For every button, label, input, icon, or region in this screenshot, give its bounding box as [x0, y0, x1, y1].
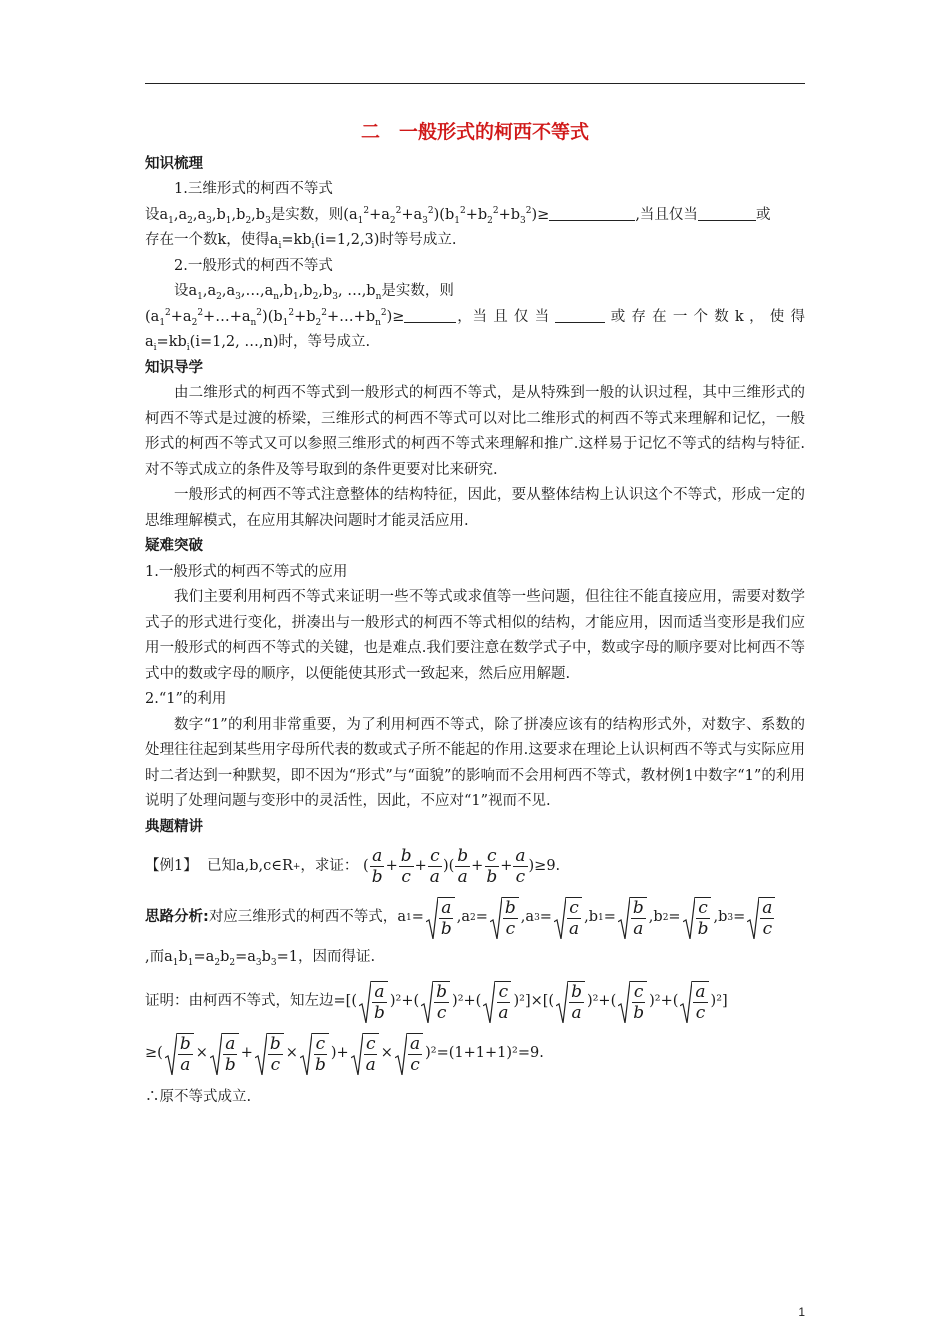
general-statement: 设$a_1,a_2,a_3,\dots,a_n,b_1,b_2,b_3$, $\dots,b_n$是实数，则: [174, 283, 454, 302]
radical: $\frac{c}{b}$: [683, 897, 712, 939]
fraction: $\frac{c}{a}$: [429, 846, 440, 887]
paragraph: 一般形式的柯西不等式注意整体的结构特征，因此，要从整体结构上认识这个不等式，形成一定的思维理解模式，在应用其解决问题时才能灵活应用.: [145, 487, 805, 529]
three-dim-statement: 设$a_1,a_2,a_3,b_1,b_2,b_3$是实数，则$(a_1^2+a_2^2+a_3^2)(b_1^2+b_2^2+b_3^2)\ge$ ,当且仅当 或: [145, 205, 771, 226]
fill-blank[interactable]: [555, 308, 605, 323]
radical: $\frac{c}{a}$: [483, 981, 511, 1023]
paragraph: 数字“1”的利用非常重要，为了利用柯西不等式，除了拼凑应该有的结构形式外，对数字、系数的处理往往起到某些用字母所代表的数或式子所不能起的作用.这要求在理论上认识柯西不等式与实际应用时二者达到一种默契，即不因为“形式”与“面貌”的影响而不会用柯西不等式，教材例1中数字“1”的利用说明了处理问题与变形中的灵活性，因此，不应对“1”视而不见.: [145, 716, 805, 809]
radical: $\frac{a}{c}$: [747, 897, 775, 939]
proof-line-2: ≥( $\frac{b}{a}$ × $\frac{a}{b}$ + $\frac{b}{c}$ × $\frac{c}{b}$ )+ $\frac{c}{a}$ × $\frac{a}{c}$ )²=(1+1+1)²=9.: [145, 1033, 544, 1075]
header-rule: [145, 83, 805, 84]
item-heading: 1.三维形式的柯西不等式: [174, 181, 333, 197]
radical: $\frac{a}{b}$: [359, 981, 388, 1023]
radical: $\frac{c}{a}$: [554, 897, 582, 939]
radical: $\frac{b}{a}$: [165, 1033, 194, 1075]
section-heading: 典题精讲: [145, 818, 203, 835]
page-number: 1: [798, 1305, 805, 1319]
radical: $\frac{b}{c}$: [255, 1033, 284, 1075]
fill-blank[interactable]: [404, 308, 456, 323]
fraction: $\frac{b}{c}$: [400, 846, 412, 887]
general-condition: $a_i=kb_i(i=1,2$, …,n)时，等号成立.: [145, 334, 371, 353]
radical: $\frac{b}{c}$: [421, 981, 450, 1023]
fraction: $\frac{c}{b}$: [486, 846, 498, 887]
radical: $\frac{b}{a}$: [556, 981, 585, 1023]
fraction: $\frac{a}{b}$: [371, 846, 383, 887]
radical: $\frac{b}{a}$: [618, 897, 647, 939]
item-heading: 2.一般形式的柯西不等式: [174, 257, 333, 274]
proof-line-1: 证明：由柯西不等式，知左边= [( $\frac{a}{b}$ )²+( $\frac{b}{c}$ )²+( $\frac{c}{a}$ )²]×[( $\frac{b}{a}$ )²+( $\frac{c}{b}$ )²+( $\frac{a}{c}$ )²]: [145, 981, 728, 1023]
fraction: $\frac{b}{a}$: [457, 846, 469, 887]
section-heading: 知识导学: [145, 359, 203, 376]
radical: $\frac{b}{c}$: [490, 897, 519, 939]
section-heading: 疑难突破: [145, 538, 203, 554]
analysis-line: 思路分析: 对应三维形式的柯西不等式， a 1 = $\frac{a}{b}$ ,a 2 = $\frac{b}{c}$ ,a 3 = $\frac{c}{a}$ ,b 1 = $\frac{b}{a}$ ,b 2 = $\frac{c}{b}$ ,b 3 = $\frac{a}{c}$: [145, 897, 805, 939]
paragraph: 我们主要利用柯西不等式来证明一些不等式或求值等一些问题，但往往不能直接应用，需要对数学式子的形式进行变化，拼凑出与一般形式的柯西不等式相似的结构，才能应用，因而适当变形是我们应用一般形式的柯西不等式的关键，也是难点.我们要注意在数学式子中，数或字母的顺序要对比柯西不等式中的数或字母的顺序，以便能使其形式一致起来，然后应用解题.: [145, 589, 805, 682]
fill-blank[interactable]: [698, 206, 756, 221]
section-heading: 知识梳理: [145, 155, 203, 172]
general-formula: $(a_1^2+a_2^2+\dots+a_n^2)(b_1^2+b_2^2+\dots+b_n^2)\ge$ ，当 且 仅 当 或 存 在 一 个 数 k ， 使 得: [145, 307, 805, 328]
radical: $\frac{c}{b}$: [618, 981, 647, 1023]
radical: $\frac{c}{b}$: [300, 1033, 329, 1075]
radical: $\frac{a}{c}$: [395, 1033, 423, 1075]
radical: $\frac{a}{b}$: [426, 897, 455, 939]
radical: $\frac{a}{b}$: [210, 1033, 239, 1075]
radical: $\frac{c}{a}$: [351, 1033, 379, 1075]
analysis-conclusion: ,而$a_1b_1=a_2b_2=a_3b_3=1$，因而得证.: [145, 949, 376, 968]
example-problem: 【例1】 已知a,b,c∈R + ，求证： ( $\frac{a}{b}$ + $\frac{b}{c}$ + $\frac{c}{a}$ )( $\frac{b}{a}$ + $\frac{c}{b}$ + $\frac{a}{c}$ ) ≥9.: [145, 846, 561, 887]
subheading: 1.一般形式的柯西不等式的应用: [145, 563, 348, 580]
radical: $\frac{a}{c}$: [680, 981, 708, 1023]
subheading: 2.“1”的利用: [145, 691, 227, 707]
document-body: [145, 120, 805, 1110]
fill-blank[interactable]: [549, 206, 635, 221]
three-dim-condition: 存在一个数k，使得$a_i=kb_i(i=1,2,3)$时等号成立.: [145, 232, 457, 251]
fraction: $\frac{a}{c}$: [515, 846, 526, 887]
conclusion: ∴原不等式成立.: [145, 1088, 252, 1105]
page-title: 二 一般形式的柯西不等式: [360, 121, 589, 143]
paragraph: 由二维形式的柯西不等式到一般形式的柯西不等式，是从特殊到一般的认识过程，其中三维形式的柯西不等式是过渡的桥梁，三维形式的柯西不等式可以对比二维形式的柯西不等式来理解和记忆，一般形式的柯西不等式又可以参照三维形式的柯西不等式来理解和推广.这样易于记忆不等式的结构与特征.对不等式成立的条件及等号取到的条件更要对比来研究.: [145, 385, 805, 478]
